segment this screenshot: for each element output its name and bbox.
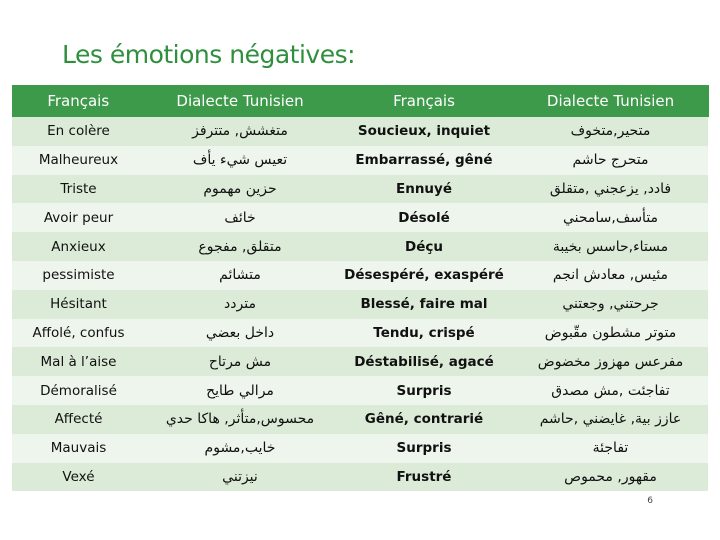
french-word: Anxieux xyxy=(12,232,145,261)
header-row xyxy=(12,85,708,117)
table-row xyxy=(12,319,708,348)
table-row xyxy=(12,146,708,175)
french-word: Vexé xyxy=(12,463,145,492)
french-word: Gêné, contrarié xyxy=(335,405,513,434)
tunisian-word: متحرج حاشم xyxy=(513,146,708,175)
tunisian-word: جرحتني, وجعتني xyxy=(513,290,708,319)
french-word: Déçu xyxy=(335,232,513,261)
table-row xyxy=(12,405,708,434)
french-word: Surpris xyxy=(335,376,513,405)
french-word: Frustré xyxy=(335,463,513,492)
table-row xyxy=(12,175,708,204)
tunisian-word: حزين مهموم xyxy=(145,175,335,204)
tunisian-word: مرالي طايح xyxy=(145,376,335,405)
tunisian-word: تفاجئت ,مش مصدق xyxy=(513,376,708,405)
tunisian-word: مفرعس مهزوز مخضوض xyxy=(513,347,708,376)
header-dialecte-2: Dialecte Tunisien xyxy=(513,85,708,117)
tunisian-word: متشائم xyxy=(145,261,335,290)
french-word: Déstabilisé, agacé xyxy=(335,347,513,376)
table-row xyxy=(12,434,708,463)
french-word: Affecté xyxy=(12,405,145,434)
tunisian-word: محسوس,متأثر, هاكا حدي xyxy=(145,405,335,434)
french-word: Blessé, faire mal xyxy=(335,290,513,319)
table-row xyxy=(12,347,708,376)
header-francais-2: Français xyxy=(335,85,513,117)
header-dialecte-1: Dialecte Tunisien xyxy=(145,85,335,117)
tunisian-word: نيزتني xyxy=(145,463,335,492)
french-word: Désespéré, exaspéré xyxy=(335,261,513,290)
table-row xyxy=(12,290,708,319)
page-number: 6 xyxy=(647,496,653,506)
table-row xyxy=(12,376,708,405)
tunisian-word: تعيس شيء يأف xyxy=(145,146,335,175)
table-row xyxy=(12,232,708,261)
french-word: Avoir peur xyxy=(12,203,145,232)
tunisian-word: مقهور, محموص xyxy=(513,463,708,492)
french-word: Embarrassé, gêné xyxy=(335,146,513,175)
tunisian-word: متحير,متخوف xyxy=(513,117,708,146)
page-title: Les émotions négatives: xyxy=(62,40,356,69)
tunisian-word: متأسف,سامحني xyxy=(513,203,708,232)
french-word: Affolé, confus xyxy=(12,319,145,348)
french-word: Mauvais xyxy=(12,434,145,463)
french-word: Ennuyé xyxy=(335,175,513,204)
table-row xyxy=(12,463,708,492)
tunisian-word: خايب,مشوم xyxy=(145,434,335,463)
header-francais-1: Français xyxy=(12,85,145,117)
french-word: Désolé xyxy=(335,203,513,232)
tunisian-word: داخل بعضي xyxy=(145,319,335,348)
french-word: Démoralisé xyxy=(12,376,145,405)
tunisian-word: متقلق, مفجوع xyxy=(145,232,335,261)
french-word: Soucieux, inquiet xyxy=(335,117,513,146)
tunisian-word: فادد, يزعجني ,متقلق xyxy=(513,175,708,204)
french-word: Surpris xyxy=(335,434,513,463)
table-row xyxy=(12,117,708,146)
french-word: Malheureux xyxy=(12,146,145,175)
table-row xyxy=(12,261,708,290)
french-word: pessimiste xyxy=(12,261,145,290)
french-word: Hésitant xyxy=(12,290,145,319)
tunisian-word: تفاجئة xyxy=(513,434,708,463)
tunisian-word: متوتر مشطون مقّبوض xyxy=(513,319,708,348)
vocabulary-table xyxy=(12,85,709,491)
tunisian-word: متردد xyxy=(145,290,335,319)
tunisian-word: عازز بية, غايضني ,حاشم xyxy=(513,405,708,434)
tunisian-word: متغشش, متترفز xyxy=(145,117,335,146)
french-word: Tendu, crispé xyxy=(335,319,513,348)
table-body xyxy=(12,117,708,491)
tunisian-word: مئيس, معادش انجم xyxy=(513,261,708,290)
tunisian-word: مستاء,حاسس بخيبة xyxy=(513,232,708,261)
french-word: Mal à l’aise xyxy=(12,347,145,376)
tunisian-word: مش مرتاح xyxy=(145,347,335,376)
tunisian-word: خائف xyxy=(145,203,335,232)
french-word: En colère xyxy=(12,117,145,146)
french-word: Triste xyxy=(12,175,145,204)
table-row xyxy=(12,203,708,232)
